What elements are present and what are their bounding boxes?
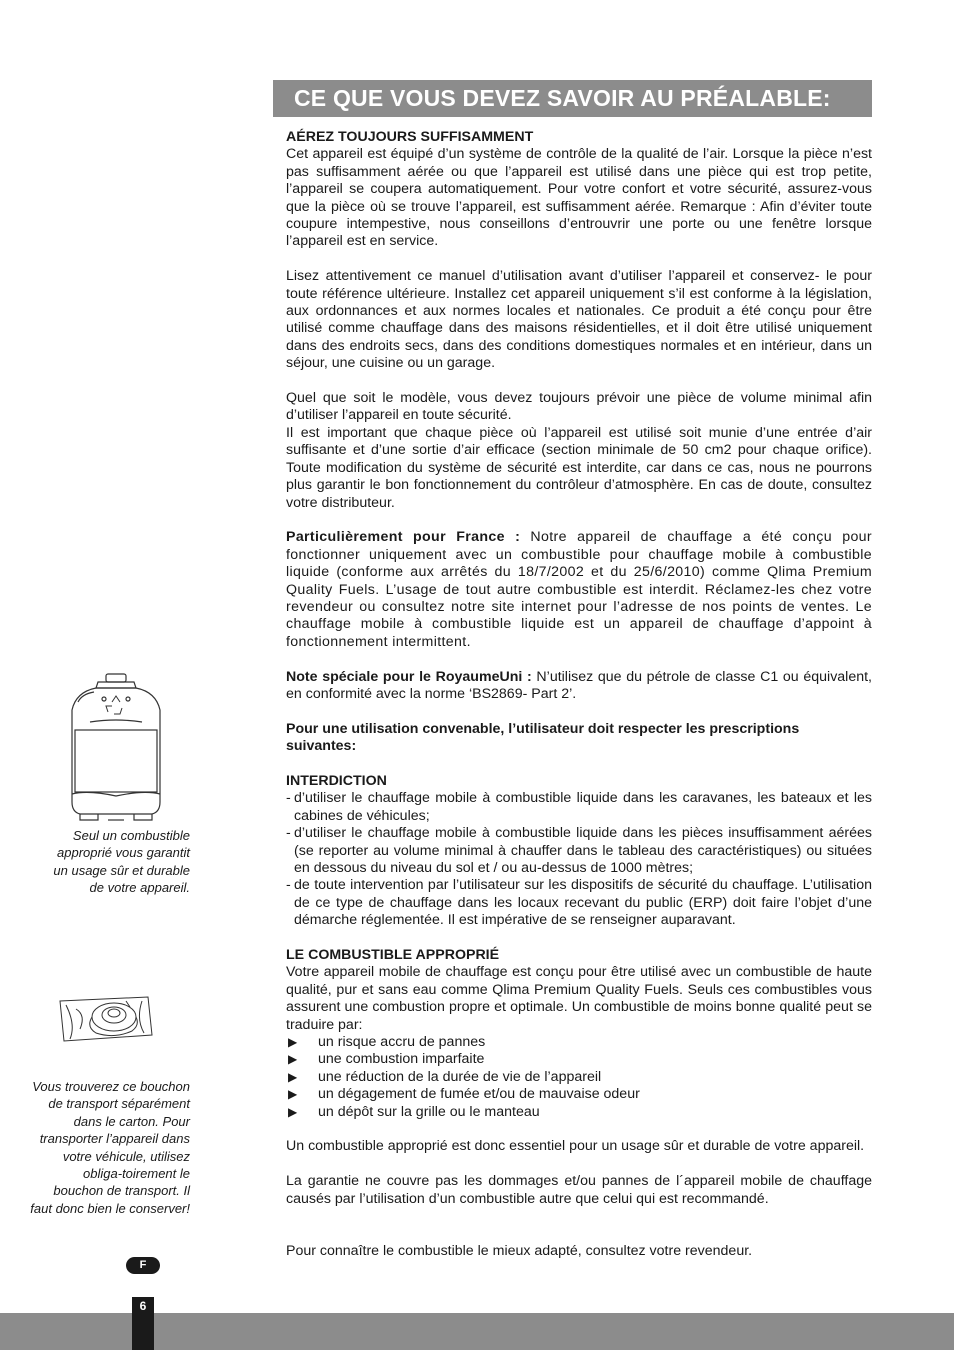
prescriptions-line: Pour une utilisation convenable, l’utilisateur doit respecter les prescriptions suivantes: (286, 720, 800, 755)
interdiction-item: - d’utiliser le chauffage mobile à combustible liquide dans les pièces insuffisamment aérées (se reporter au volume minimal à chauffer dans le tableau des caractéristiques) ou situées en dessous du niveau du sol et / ou au-dessus de 1000 mètres; (286, 825, 872, 876)
triangle-bullet-icon: ▶ (288, 1035, 298, 1050)
language-badge: F (126, 1257, 160, 1274)
volume-paragraph: Quel que soit le modèle, vous devez toujours prévoir une pièce de volume minimal afin d’utiliser l’appareil en toute sécurité. (286, 390, 872, 424)
list-item: ▶ un dégagement de fumée et/ou de mauvaise odeur (288, 1086, 640, 1103)
france-body: Notre appareil de chauffage a été conçu pour fonctionner uniquement avec un combustible pour chauffage mobile à combustible liquide (conforme aux arrêtés du 18/7/2002 et du 25/6/2010) comme Qlima Premium Quality Fuels. L’usage de tout autre combustible est interdit. Réclamez-les chez votre revendeur ou consultez notre site internet pour l’adresse de nos points de ventes. Le chauffage mobile à combustible liquide est un appareil de chauffage d’appoint à fonctionnement intermittent. (286, 529, 872, 650)
page-number: 6 (132, 1297, 154, 1350)
page-title: CE QUE VOUS DEVEZ SAVOIR AU PRÉALABLE: (294, 85, 831, 111)
list-item: ▶ un dépôt sur la grille ou le manteau (288, 1103, 540, 1120)
list-item: ▶ un risque accru de pannes (288, 1034, 486, 1051)
list-item: ▶ une combustion imparfaite (288, 1051, 485, 1068)
fuel-caption: Seul un combustible approprié vous garantit un usage sûr et durable de votre appareil. (53, 828, 190, 896)
france-paragraph (286, 529, 872, 651)
combustible-paragraph: Votre appareil mobile de chauffage est conçu pour être utilisé avec un combustible de haute qualité, pur et sans eau comme Qlima Premium Quality Fuels. Seuls ces combustibles vous assurent une combustion propre et optimale. Un combustible de moins bonne qualité peut se traduire par: (286, 964, 872, 1033)
uk-paragraph (286, 669, 872, 704)
section-title-bar (273, 80, 872, 117)
triangle-bullet-icon: ▶ (288, 1052, 298, 1067)
combustible-heading: LE COMBUSTIBLE APPROPRIÉ (286, 946, 500, 963)
interdiction-heading: INTERDICTION (286, 772, 387, 789)
transport-cap-icon (56, 995, 156, 1047)
garantie-paragraph: La garantie ne couvre pas les dommages et/ou pannes de l´appareil mobile de chauffage causés par l’utilisation d’un combustible autre que celui qui est recommandé. (286, 1173, 872, 1207)
air-paragraph: Il est important que chaque pièce où l’appareil est utilisé soit munie d’une entrée d’air suffisante et d’une sortie d’air efficace (section minimale de 50 cm2 pour chaque orifice). Toute modification du système de sécurité est interdite, car dans ce cas, nous ne pourrons plus garantir le bon fonctionnement du contrôleur d’atmosphère. En cas de doute, consultez votre distributeur. (286, 424, 872, 511)
france-label: Particulièrement pour France : (286, 529, 521, 546)
list-item: ▶ une réduction de la durée de vie de l’appareil (288, 1068, 602, 1085)
fuel-can-icon (68, 672, 164, 822)
manual-paragraph: Lisez attentivement ce manuel d’utilisation avant d’utiliser l’appareil et conservez- le pour toute référence ultérieure. Installez cet appareil uniquement s’il est conforme à la législation, aux ordonnances et aux normes locales et nationales. Ce produit a été conçu pour être utilisé comme chauffage dans des maisons résidentielles, et il doit être utilisé uniquement dans des endroits secs, dans des conditions domestiques normales et en intérieur, dans un séjour, une cuisine ou un garage. (286, 268, 872, 372)
essentiel-paragraph: Un combustible approprié est donc essentiel pour un usage sûr et durable de votre appareil. (286, 1138, 865, 1155)
interdiction-item: - de toute intervention par l’utilisateur sur les dispositifs de sécurité du chauffage. L’utilisation de ce type de chauffage dans les locaux recevant du public (ERP) doit faire l’objet d’une démarche réglementée. Il est impérative de se renseigner auparavant. (286, 877, 872, 929)
triangle-bullet-icon: ▶ (288, 1069, 298, 1084)
triangle-bullet-icon: ▶ (288, 1104, 298, 1119)
uk-label: Note spéciale pour le RoyaumeUni : (286, 668, 532, 685)
revendeur-paragraph: Pour connaître le combustible le mieux adapté, consultez votre revendeur. (286, 1242, 753, 1259)
interdiction-item: - d’utiliser le chauffage mobile à combustible liquide dans les caravanes, les bateaux et les cabines de véhicules; (286, 790, 872, 824)
aerate-heading: AÉREZ TOUJOURS SUFFISAMMENT (286, 129, 534, 145)
aerate-paragraph: Cet appareil est équipé d’un système de contrôle de la qualité de l’air. Lorsque la pièce n’est pas suffisamment aérée ou que l’appareil est utilisé dans une pièce qui est trop petite, l’appareil se coupera automatiquement. Pour votre confort et votre sécurité, assurez-vous que la pièce où se trouve l’appareil, est suffisamment aérée. Remarque : Afin d’éviter toute coupure intempestive, nous conseillons d’entrouvrir une porte ou une fenêtre lorsque l’appareil est en service. (286, 146, 872, 250)
main-content (286, 129, 872, 1260)
uk-body: N’utilisez que du pétrole de classe C1 ou équivalent, en conformité avec la norme ‘BS2869- Part 2’. (286, 668, 872, 702)
cap-caption: Vous trouverez ce bouchon de transport séparément dans le carton. Pour transporter l’appareil dans votre véhicule, utilisez obliga-toirement le bouchon de transport. Il faut donc bien le conserver! (30, 1079, 190, 1216)
triangle-bullet-icon: ▶ (288, 1087, 298, 1102)
